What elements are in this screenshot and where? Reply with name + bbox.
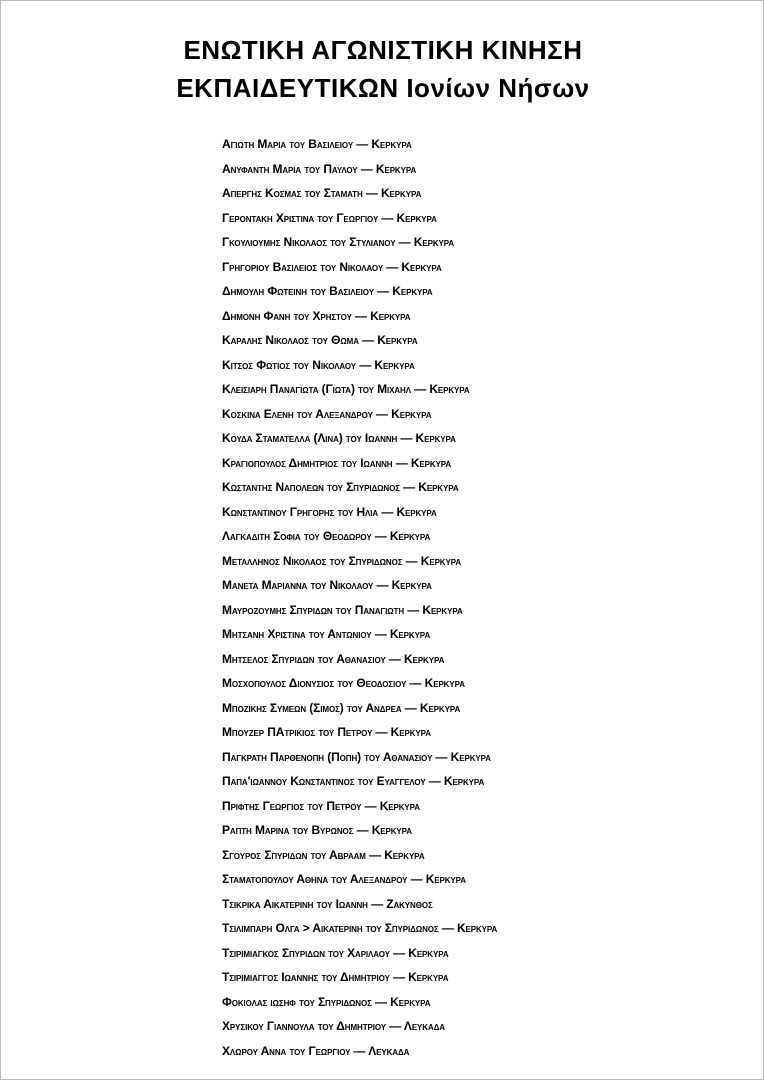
candidate-entry: Απεργης Κοσμας του Σταματη — Κερκυρα (222, 186, 422, 200)
candidate-entry: Χλωρου Αννα του Γεωργιου — Λευκαδα (222, 1043, 410, 1058)
candidate-entry: Καραλης Νικολαος του Θωμα — Κερκυρα (222, 333, 418, 347)
candidate-entry: Φοκιολας ιωσηφ του Σπυριδωνος — Κερκυρα (222, 994, 431, 1009)
candidate-entry: Μαυροζουμης Σπυριδων του Παναγιωτη — Κερκυρα (222, 602, 463, 617)
candidate-entry: Λαγκαδιτη Σοφια του Θεοδωρου — Κερκυρα (222, 529, 431, 543)
candidate-entry: Μεταλληνος Νικολαος του Σπυριδωνος — Κερκυρα (222, 553, 462, 568)
candidate-list (222, 132, 497, 1063)
candidate-entry: Τσιριμιαγγος Ιωαννης του Δημητριου — Κερκυρα (222, 970, 449, 984)
candidate-entry: Παγκρατη Παρθενοπη (Ποπη) του Αθανασιου — Κερκυρα (222, 749, 491, 764)
candidate-entry: Τσικρικα Αικατερινη του Ιωαννη — Ζακυνθος (222, 896, 433, 911)
header-title-line-2: ΕΚΠΑΙΔΕΥΤΙΚΩΝ Ιονίων Νήσων (176, 73, 590, 103)
candidate-entry: Μητσανη Χριστινα του Αντωνιου — Κερκυρα (222, 627, 431, 641)
candidate-entry: Μπουζερ ΠΑτρικιος του Πετρου — Κερκυρα (222, 725, 431, 739)
header-title-line-1: ΕΝΩΤΙΚΗ ΑΓΩΝΙΣΤΙΚΗ ΚΙΝΗΣΗ (183, 35, 583, 65)
candidate-entry: Κραγιοπουλος Δημητριος του Ιωαννη — Κερκυρα (222, 455, 452, 470)
candidate-entry: Δημονη Φανη του Χρηστου — Κερκυρα (222, 308, 411, 323)
candidate-entry: Κωνσταντινου Γρηγορης του Ηλια — Κερκυρα (222, 504, 437, 519)
candidate-entry: Μανετα Μαριαννα του Νικολαου — Κερκυρα (222, 578, 432, 592)
candidate-entry: Κουδα Σταματελλα (Λινα) του Ιωαννη — Κερκυρα (222, 431, 456, 445)
candidate-entry: Κλεισιαρη Παναγιωτα (Γιωτα) του Μιχαηλ — Κερκυρα (222, 382, 470, 396)
candidate-entry: Χρυσικου Γιαννουλα του Δημητριου — Λευκαδα (222, 1019, 445, 1033)
candidate-entry: Κοσκινα Ελενη του Αλεξανδρου — Κερκυρα (222, 406, 432, 421)
candidate-entry: Σγουρος Σπυριδων του Αβρααμ — Κερκυρα (222, 847, 425, 862)
candidate-entry: Ανυφαντη Μαρια του Παυλου — Κερκυρα (222, 161, 417, 176)
candidate-entry: Κιτσος Φωτιος του Νικολαου — Κερκυρα (222, 357, 415, 372)
candidate-entry: Μποζικης Συμεων (Σιμος) του Ανδρεα — Κερκυρα (222, 700, 461, 715)
candidate-entry: Γεροντακη Χριστινα του Γεωργιου — Κερκυρα (222, 210, 437, 225)
candidate-entry: Τσιλιμπαρη Ολγα > Αικατερινη του Σπυριδωνος — Κερκυρα (222, 921, 498, 935)
candidate-entry: Σταματοπουλου Αθηνα του Αλεξανδρου — Κερκυρα (222, 872, 466, 886)
candidate-entry: Πριφτης Γεωργιος του Πετρου — Κερκυρα (222, 798, 420, 813)
candidate-entry: Κωσταντης Ναπολεων του Σπυριδωνος — Κερκυρα (222, 480, 459, 494)
candidate-entry: Μητσελος Σπυριδων του Αθανασιου — Κερκυρα (222, 651, 445, 666)
candidate-entry: Τσιριμιαγκος Σπυριδων του Χαριλαου — Κερκυρα (222, 945, 449, 960)
candidate-entry: Ραπτη Μαρινα του Βυρωνος — Κερκυρα (222, 823, 412, 837)
candidate-entry: Δημουλη Φωτεινη του Βασιλειου — Κερκυρα (222, 284, 433, 298)
candidate-entry: Γκουλιουμης Νικολαος του Στυλιανου — Κερκυρα (222, 235, 455, 249)
candidate-entry: Μοσχοπουλος Διονυσιος του Θεοδοσιου — Κερκυρα (222, 676, 465, 690)
document-header (1, 31, 764, 107)
candidate-entry: Γρηγοριου Βασιλειος του Νικολαου — Κερκυρα (222, 259, 442, 274)
candidate-entry: Παπα'ιωαννου Κωνσταντινος του Ευαγγελου — Κερκυρα (222, 774, 485, 788)
candidate-entry: Αγιωτη Μαρια του Βασιλειου — Κερκυρα (222, 137, 412, 151)
